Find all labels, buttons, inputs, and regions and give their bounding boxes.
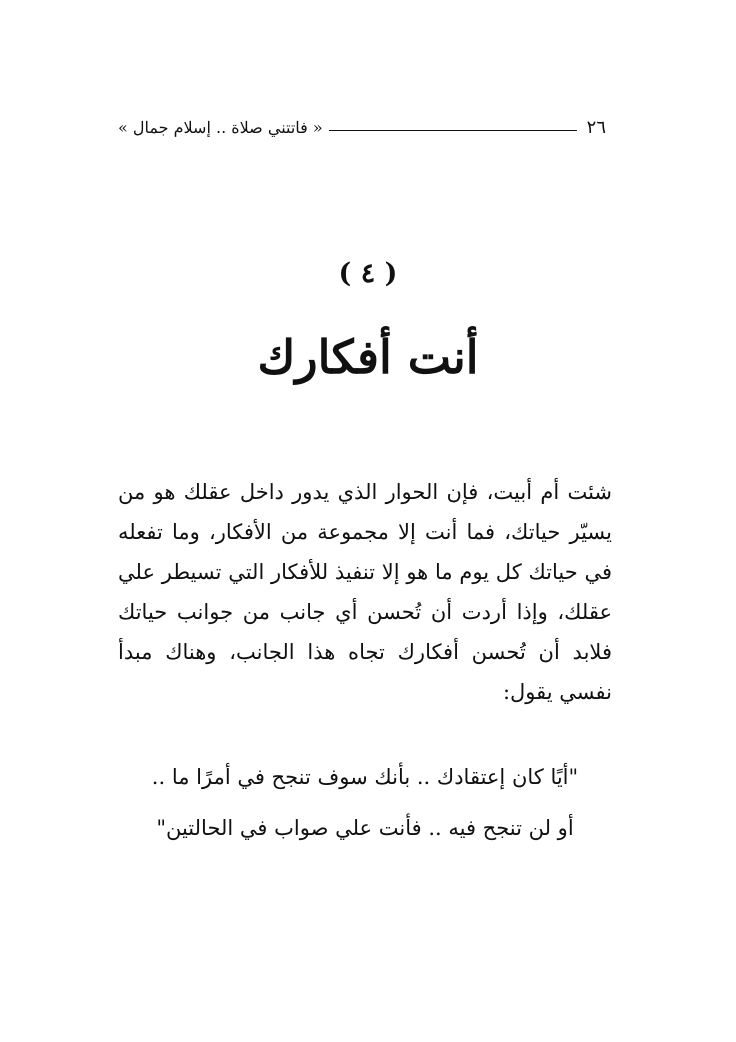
quote-line-2: أو لن تنجح فيه .. فأنت علي صواب في الحالتين" bbox=[156, 816, 574, 840]
header-rule bbox=[329, 130, 577, 131]
chapter-number: ( ٤ ) bbox=[338, 258, 398, 289]
quote-block bbox=[118, 752, 612, 854]
chapter-title: أنت أفكارك bbox=[257, 330, 479, 384]
body-paragraph bbox=[118, 472, 612, 712]
quote-line-1: "أيًا كان إعتقادك .. بأنك سوف تنجح في أمرًا ما .. bbox=[151, 765, 579, 789]
running-title: « فاتتني صلاة .. إسلام جمال » bbox=[118, 117, 323, 137]
paragraph-text: شئت أم أبيت، فإن الحوار الذي يدور داخل عقلك هو من يسيّر حياتك، فما أنت إلا مجموعة من الأفكار، وما تفعله في حياتك كل يوم ما هو إلا تنفيذ للأفكار التي تسيطر علي عقلك، وإذا أردت أن تُحسن أي جانب من جوانب حياتك فلابد أن تُحسن أفكارك تجاه هذا الجانب، وهناك مبدأ نفسي يقول: bbox=[118, 480, 612, 704]
page-number: ٢٦ bbox=[586, 116, 606, 138]
running-header bbox=[118, 112, 606, 142]
